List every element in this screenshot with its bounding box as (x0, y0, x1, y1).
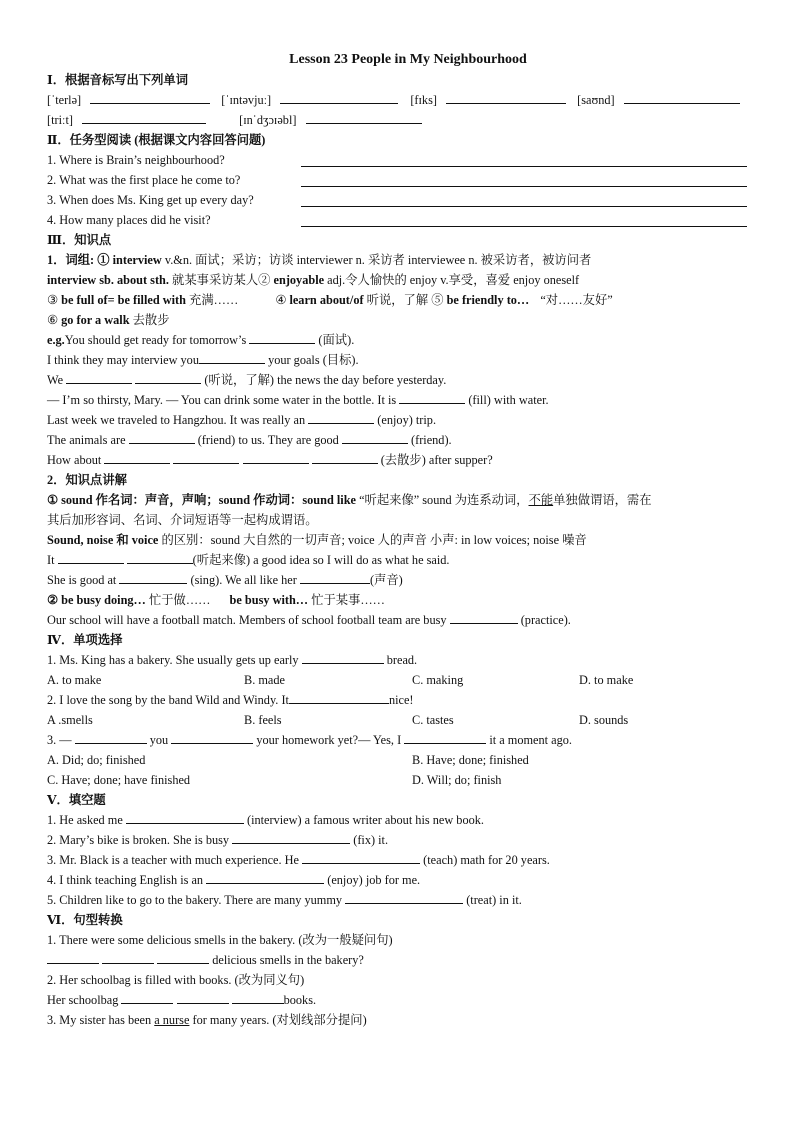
question-text: Her schoolbag (47, 993, 119, 1007)
vocab-label: 1．词组: ① (47, 253, 110, 267)
marker: ① (47, 493, 59, 507)
vocab-line-3 (47, 290, 747, 310)
vocab-line-2 (47, 270, 747, 290)
vocab-phrase: be busy with… (229, 593, 309, 607)
vocab-line-4 (47, 310, 747, 330)
fill-item-4 (47, 870, 747, 890)
example-text: She is good at (47, 573, 117, 587)
example-7 (47, 450, 747, 470)
question-text: 1. Ms. King has a bakery. She usually gets up early (47, 653, 299, 667)
answer-blank[interactable] (66, 370, 132, 384)
knowledge-line-1 (47, 490, 747, 510)
answer-line[interactable] (301, 226, 747, 227)
vocab-phrase: interview sb. about sth. (47, 273, 169, 287)
option-a[interactable]: A. Did; do; finished (47, 753, 146, 767)
option-d[interactable]: D. to make (579, 673, 634, 687)
example-text: The animals are (47, 433, 126, 447)
reading-question (47, 170, 747, 190)
question-text: 5. Children like to go to the bakery. There are many yummy (47, 893, 343, 907)
answer-blank[interactable] (232, 990, 284, 1004)
knowledge-line-4 (47, 550, 747, 570)
example-6 (47, 430, 747, 450)
question-text: 1. Where is Brain’s neighbourhood? (47, 153, 225, 167)
mc-question-1 (47, 650, 747, 670)
question-text: (treat) in it. (466, 893, 522, 907)
answer-blank[interactable] (345, 890, 463, 904)
example-text: — I’m so thirsty, Mary. — You can drink some water in the bottle. It is (47, 393, 397, 407)
phonetic-5: [triːt] (47, 113, 73, 127)
question-text: bread. (386, 653, 418, 667)
answer-blank[interactable] (129, 430, 195, 444)
vocab-phrase: learn about/of (289, 293, 364, 307)
answer-blank[interactable] (232, 830, 350, 844)
question-text: 3. Mr. Black is a teacher with much experience. He (47, 853, 299, 867)
question-text: it a moment ago. (489, 733, 572, 747)
question-text: 3. — (47, 733, 72, 747)
vocab-text: 听说，了解 ⑤ (366, 293, 444, 307)
answer-blank[interactable] (58, 550, 124, 564)
option-a[interactable]: A. to make (47, 673, 102, 687)
answer-blank[interactable] (90, 90, 210, 104)
option-c[interactable]: C. Have; done; have finished (47, 773, 191, 787)
option-c[interactable]: C. tastes (412, 713, 454, 727)
example-text: How about (47, 453, 102, 467)
question-text: 3. My sister has been (47, 1013, 152, 1027)
vocab-text: v.&n. 面试；采访；访谈 interviewer n. 采访者 interviewee n. 被采访者，被访问者 (164, 253, 592, 267)
example-5 (47, 410, 747, 430)
example-text: I think they may interview you (47, 353, 199, 367)
knowledge-text: 忙于做…… (148, 593, 211, 607)
marker: ⑥ (47, 313, 59, 327)
example-text: Last week we traveled to Hangzhou. It was really an (47, 413, 306, 427)
option-b[interactable]: B. Have; done; finished (412, 753, 529, 767)
phonetic-6: [ɪnˈdʒɔɪəbl] (239, 113, 297, 127)
answer-blank[interactable] (308, 410, 374, 424)
answer-blank[interactable] (75, 730, 147, 744)
mc-options-2 (47, 710, 747, 730)
mc-question-2 (47, 690, 747, 710)
question-text: (fix) it. (353, 833, 389, 847)
vocab-word: sound (218, 493, 251, 507)
example-3 (47, 370, 747, 390)
mc-options-1 (47, 670, 747, 690)
knowledge-line-5 (47, 570, 747, 590)
answer-blank[interactable] (312, 450, 378, 464)
answer-blank[interactable] (280, 90, 398, 104)
answer-blank[interactable] (135, 370, 201, 384)
transform-1: 1. There were some delicious smells in the bakery. (改为一般疑问句) (47, 933, 393, 947)
knowledge-text: “听起来像” sound 为连系动词， (359, 493, 529, 507)
section-2-heading: Ⅱ．任务型阅读 (根据课文内容回答问题) (47, 133, 266, 147)
transform-2-answer (47, 990, 747, 1010)
answer-blank[interactable] (399, 390, 465, 404)
answer-blank[interactable] (404, 730, 486, 744)
example-text: (friend). (411, 433, 452, 447)
mc-question-3 (47, 730, 747, 750)
question-text: delicious smells in the bakery? (212, 953, 364, 967)
answer-blank[interactable] (102, 950, 154, 964)
vocab-phrase: go for a walk (61, 313, 130, 327)
reading-question (47, 190, 747, 210)
answer-blank[interactable] (119, 570, 187, 584)
question-text: 4. I think teaching English is an (47, 873, 204, 887)
vocab-text: 去散步 (132, 313, 170, 327)
answer-blank[interactable] (173, 450, 239, 464)
example-text: (面试). (318, 333, 355, 347)
option-d[interactable]: D. sounds (579, 713, 629, 727)
question-text: (interview) a famous writer about his new book. (246, 813, 484, 827)
question-text: 2. I love the song by the band Wild and Windy. It (47, 693, 289, 707)
question-text: your homework yet?— Yes, I (256, 733, 402, 747)
knowledge-text: 忙于某事…… (311, 593, 385, 607)
knowledge-line-7 (47, 610, 747, 630)
worksheet-page (47, 50, 747, 1030)
fill-item-3 (47, 850, 747, 870)
option-a[interactable]: A .smells (47, 713, 93, 727)
question-text: 1. He asked me (47, 813, 123, 827)
vocab-phrase: be friendly to… (446, 293, 530, 307)
example-text: (听起来像) a good idea so I will do as what he said. (192, 553, 450, 567)
answer-blank[interactable] (126, 810, 244, 824)
phonetic-row-1 (47, 90, 747, 110)
section-4-heading: Ⅳ．单项选择 (47, 633, 123, 647)
transform-2: 2. Her schoolbag is filled with books. (改为同义句) (47, 973, 305, 987)
option-b[interactable]: B. made (244, 673, 285, 687)
vocab-word: interview (112, 253, 162, 267)
mc-options-3b (47, 770, 747, 790)
answer-blank[interactable] (243, 450, 309, 464)
vocab-text: “对……友好” (540, 293, 613, 307)
example-text: (friend) to us. They are good (197, 433, 339, 447)
answer-blank[interactable] (446, 90, 566, 104)
answer-blank[interactable] (342, 430, 408, 444)
answer-blank[interactable] (289, 690, 389, 704)
example-4 (47, 390, 747, 410)
knowledge-text: 的区别：sound 大自然的一切声音; voice 人的声音 小声: in low voices; noise 噪音 (161, 533, 587, 547)
answer-line[interactable] (301, 166, 747, 167)
answer-blank[interactable] (177, 990, 229, 1004)
answer-blank[interactable] (302, 850, 420, 864)
answer-line[interactable] (301, 186, 747, 187)
example-text: Our school will have a football match. Members of school football team are busy (47, 613, 447, 627)
example-label: e.g. (47, 333, 65, 347)
example-2 (47, 350, 747, 370)
example-text: (声音) (369, 573, 403, 587)
question-text: you (149, 733, 169, 747)
example-text: (听说，了解) the news the day before yesterday. (204, 373, 447, 387)
answer-blank[interactable] (47, 950, 99, 964)
marker: ④ (275, 293, 287, 307)
answer-line[interactable] (301, 206, 747, 207)
section-1-heading: Ⅰ．根据音标写出下列单词 (47, 73, 189, 87)
option-d[interactable]: D. Will; do; finish (412, 773, 502, 787)
question-text: for many years. (对划线部分提问) (192, 1013, 367, 1027)
example-text: (去散步) after supper? (380, 453, 493, 467)
knowledge-line-2: 其后加形容词、名词、介词短语等一起构成谓语。 (47, 513, 318, 527)
option-c[interactable]: C. making (412, 673, 464, 687)
lesson-title: Lesson 23 People in My Neighbourhood (289, 52, 527, 67)
fill-item-1 (47, 810, 747, 830)
answer-blank[interactable] (127, 550, 193, 564)
vocab-phrase: be busy doing… (61, 593, 146, 607)
marker: ③ (47, 293, 59, 307)
answer-blank[interactable] (199, 350, 265, 364)
vocab-text: 就某事采访某人② (172, 273, 271, 287)
transform-1-answer (47, 950, 747, 970)
mc-options-3a (47, 750, 747, 770)
example-1 (47, 330, 747, 350)
underlined-text: 不能 (528, 493, 554, 507)
example-text: (enjoy) trip. (377, 413, 437, 427)
phonetic-row-2 (47, 110, 747, 130)
example-text: It (47, 553, 55, 567)
question-text: nice! (388, 693, 414, 707)
answer-blank[interactable] (624, 90, 740, 104)
phonetic-1: [ˈterlə] (47, 93, 82, 107)
example-text: We (47, 373, 64, 387)
knowledge-line-6 (47, 590, 747, 610)
phonetic-2: [ˈɪntəvjuː] (221, 93, 272, 107)
answer-blank[interactable] (121, 990, 173, 1004)
section-6-heading: Ⅵ．句型转换 (47, 913, 123, 927)
option-b[interactable]: B. feels (244, 713, 282, 727)
reading-question (47, 150, 747, 170)
answer-blank[interactable] (171, 730, 253, 744)
underlined-text: a nurse (154, 1013, 190, 1027)
vocab-word: sound (61, 493, 93, 507)
question-text: 2. What was the first place he come to? (47, 173, 241, 187)
knowledge-2-heading: 2．知识点讲解 (47, 473, 127, 487)
question-text: books. (283, 993, 317, 1007)
answer-blank[interactable] (82, 110, 206, 124)
knowledge-text: 作名词：声音，声响； (95, 493, 219, 507)
vocab-phrase: sound like (302, 493, 357, 507)
question-text: (enjoy) job for me. (327, 873, 421, 887)
answer-blank[interactable] (206, 870, 324, 884)
example-text: (practice). (520, 613, 571, 627)
vocab-phrase: be full of= be filled with (61, 293, 186, 307)
answer-blank[interactable] (300, 570, 370, 584)
vocab-word: enjoyable (273, 273, 325, 287)
knowledge-text: 单独做谓语，需在 (553, 493, 652, 507)
answer-blank[interactable] (302, 650, 384, 664)
fill-item-5 (47, 890, 747, 910)
question-text: 4. How many places did he visit? (47, 213, 211, 227)
section-3-heading: Ⅲ．知识点 (47, 233, 112, 247)
transform-3 (47, 1010, 747, 1030)
question-text: (teach) math for 20 years. (423, 853, 550, 867)
example-text: your goals (目标). (268, 353, 359, 367)
question-text: 3. When does Ms. King get up every day? (47, 193, 254, 207)
example-text: (fill) with water. (468, 393, 549, 407)
marker: ② (47, 593, 59, 607)
answer-blank[interactable] (104, 450, 170, 464)
vocab-phrase: Sound, noise 和 voice (47, 533, 159, 547)
answer-blank[interactable] (450, 610, 518, 624)
knowledge-line-3 (47, 530, 747, 550)
reading-question (47, 210, 747, 230)
section-5-heading: Ⅴ．填空题 (47, 793, 106, 807)
example-text: You should get ready for tomorrow’s (64, 333, 247, 347)
phonetic-4: [saʊnd] (577, 93, 615, 107)
fill-item-2 (47, 830, 747, 850)
example-text: (sing). We all like her (190, 573, 297, 587)
knowledge-text: 作动词： (253, 493, 303, 507)
vocab-line-1 (47, 250, 747, 270)
answer-blank[interactable] (249, 330, 315, 344)
answer-blank[interactable] (157, 950, 209, 964)
question-text: 2. Mary’s bike is broken. She is busy (47, 833, 230, 847)
answer-blank[interactable] (306, 110, 422, 124)
vocab-text: adj.令人愉快的 enjoy v.享受，喜爱 enjoy oneself (327, 273, 580, 287)
phonetic-3: [fɪks] (410, 93, 437, 107)
vocab-text: 充满…… (189, 293, 239, 307)
